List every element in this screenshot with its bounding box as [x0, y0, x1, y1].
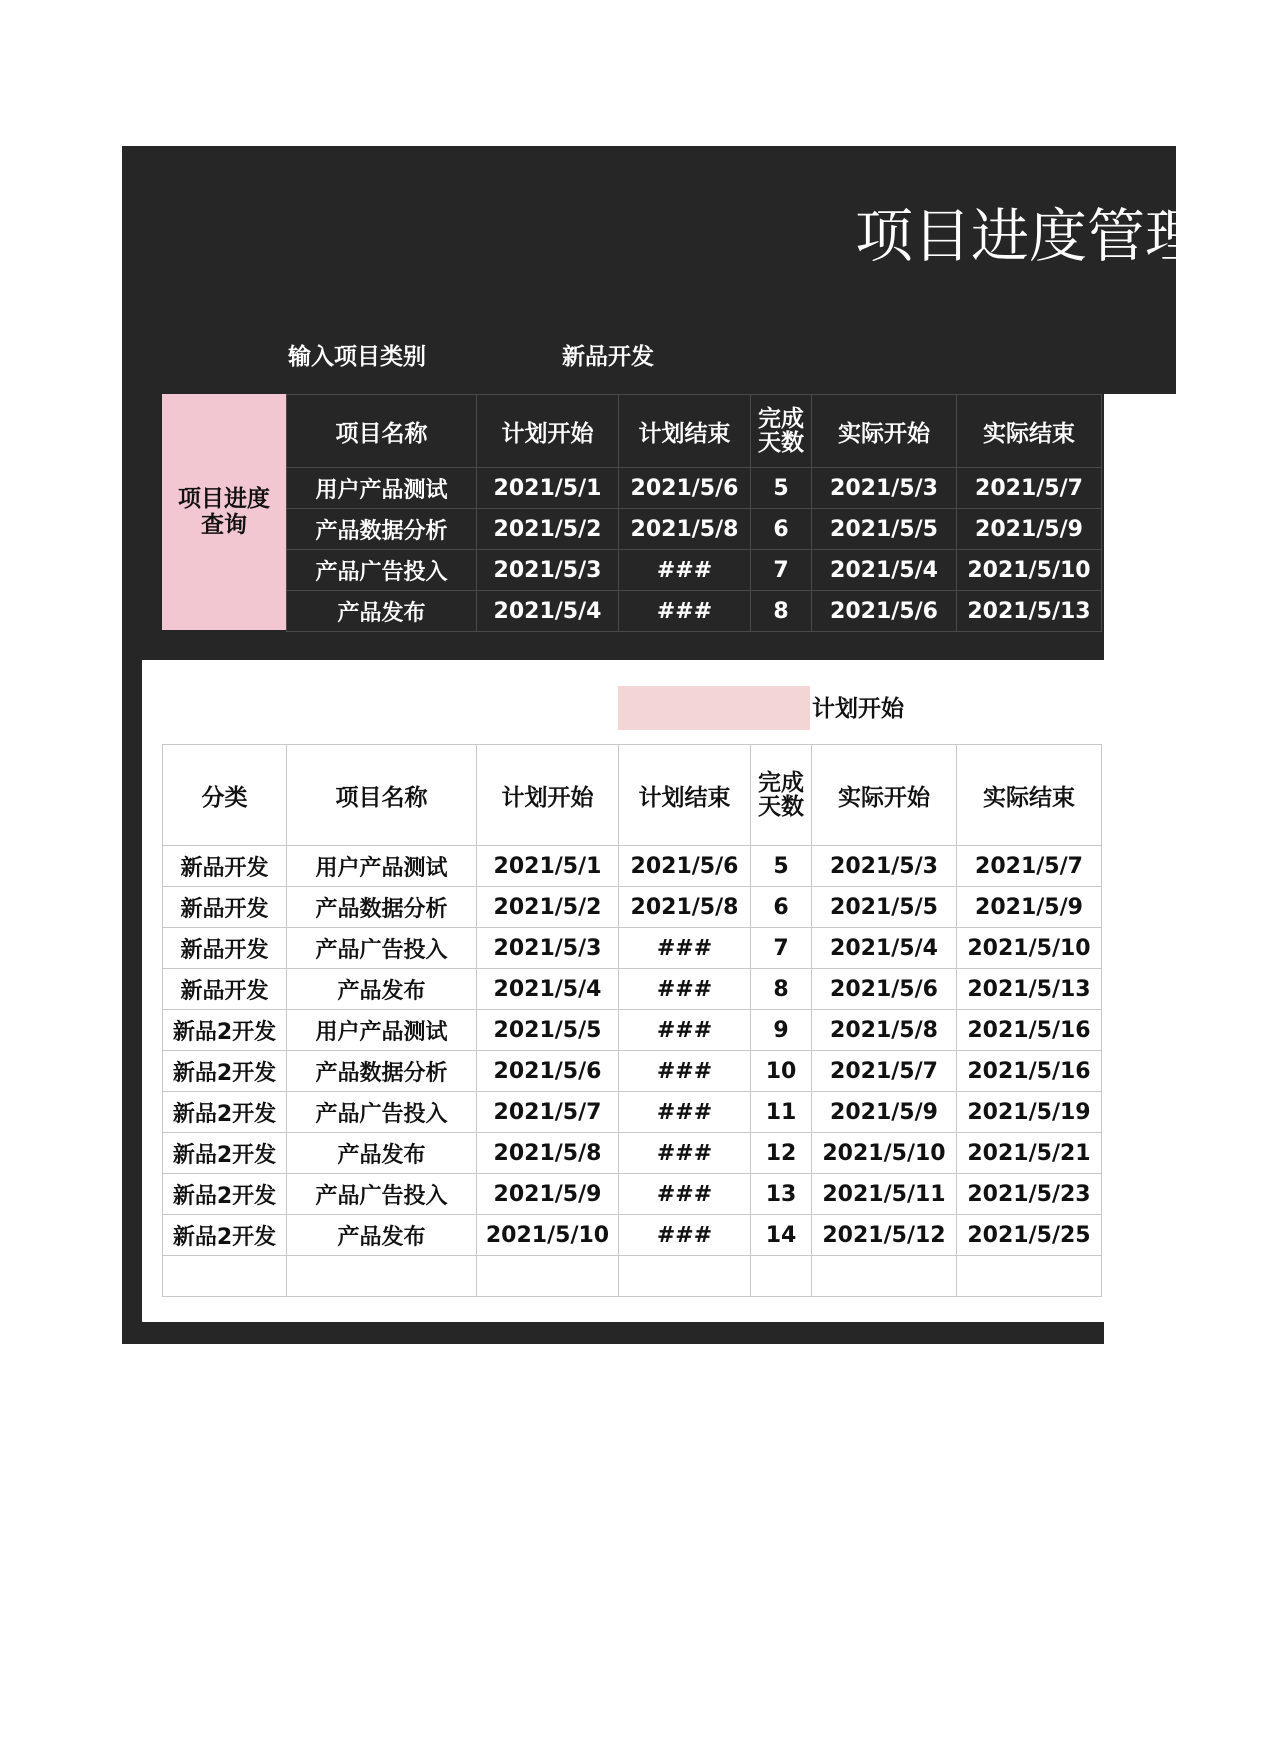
cell-plan-start[interactable]: 2021/5/1 — [477, 468, 619, 509]
cell-category[interactable]: 新品开发 — [163, 846, 287, 887]
cell-name[interactable]: 产品数据分析 — [287, 887, 477, 928]
cell-name[interactable]: 产品发布 — [287, 969, 477, 1010]
cell-plan-start[interactable]: 2021/5/2 — [477, 887, 619, 928]
cell-plan-start[interactable]: 2021/5/3 — [477, 550, 619, 591]
table-row — [163, 1174, 1102, 1215]
col-header-actual-start: 实际开始 — [812, 395, 957, 468]
cell-actual-end[interactable]: 2021/5/13 — [957, 969, 1102, 1010]
cell-days[interactable]: 7 — [751, 928, 812, 969]
table-row — [163, 928, 1102, 969]
cell-plan-start[interactable]: 2021/5/4 — [477, 591, 619, 632]
cell-days[interactable]: 7 — [751, 550, 812, 591]
cell-actual-end[interactable]: 2021/5/7 — [957, 468, 1102, 509]
cell-plan-end[interactable]: ### — [619, 1174, 751, 1215]
table-row — [287, 591, 1102, 632]
cell-actual-start[interactable]: 2021/5/6 — [812, 591, 957, 632]
cell-actual-start[interactable]: 2021/5/5 — [812, 509, 957, 550]
cell-actual-start[interactable]: 2021/5/5 — [812, 887, 957, 928]
cell-actual-start[interactable]: 2021/5/11 — [812, 1174, 957, 1215]
table-row — [163, 887, 1102, 928]
cell-plan-end[interactable]: ### — [619, 928, 751, 969]
cell-actual-start[interactable]: 2021/5/3 — [812, 846, 957, 887]
data-rows — [163, 846, 1102, 1297]
cell-plan-end[interactable]: ### — [619, 1133, 751, 1174]
cell-actual-end[interactable]: 2021/5/19 — [957, 1092, 1102, 1133]
col-header-name: 项目名称 — [287, 745, 477, 846]
data-header-row — [163, 745, 1102, 846]
cell-actual-end[interactable]: 2021/5/10 — [957, 928, 1102, 969]
col-header-name: 项目名称 — [287, 395, 477, 468]
cell-days[interactable]: 5 — [751, 846, 812, 887]
query-section-label — [162, 394, 286, 630]
cell-category[interactable]: 新品2开发 — [163, 1010, 287, 1051]
cell-actual-start[interactable]: 2021/5/6 — [812, 969, 957, 1010]
cell-category[interactable]: 新品2开发 — [163, 1092, 287, 1133]
category-input[interactable]: 新品开发 — [562, 344, 654, 370]
cell-name[interactable]: 产品广告投入 — [287, 550, 477, 591]
cell-plan-end[interactable]: 2021/5/8 — [619, 887, 751, 928]
cell-plan-end[interactable]: ### — [619, 1092, 751, 1133]
page-title: 项目进度管理表 — [855, 202, 1261, 270]
col-header-category: 分类 — [163, 745, 287, 846]
cell-actual-start[interactable]: 2021/5/4 — [812, 928, 957, 969]
cell-name[interactable]: 产品发布 — [287, 1133, 477, 1174]
cell-actual-end[interactable]: 2021/5/13 — [957, 591, 1102, 632]
cell-days[interactable]: 6 — [751, 509, 812, 550]
cell-category[interactable]: 新品2开发 — [163, 1051, 287, 1092]
cell-days[interactable]: 8 — [751, 591, 812, 632]
cell-plan-end[interactable]: ### — [619, 1051, 751, 1092]
col-header-plan-start: 计划开始 — [477, 745, 619, 846]
cell-plan-end[interactable]: 2021/5/8 — [619, 509, 751, 550]
table-row — [287, 550, 1102, 591]
cell-plan-start[interactable]: 2021/5/5 — [477, 1010, 619, 1051]
cell-plan-end[interactable]: 2021/5/6 — [619, 468, 751, 509]
col-header-days: 完成天数 — [751, 395, 812, 468]
cell-name[interactable]: 产品发布 — [287, 591, 477, 632]
cell-plan-start[interactable]: 2021/5/6 — [477, 1051, 619, 1092]
cell-plan-start[interactable]: 2021/5/1 — [477, 846, 619, 887]
table-row — [287, 468, 1102, 509]
cell-actual-end[interactable]: 2021/5/16 — [957, 1051, 1102, 1092]
cell-plan-end[interactable] — [619, 1256, 751, 1297]
query-section-label-text: 项目进度查询 — [178, 486, 270, 538]
cell-plan-end[interactable]: ### — [619, 591, 751, 632]
cell-days[interactable]: 9 — [751, 1010, 812, 1051]
cell-days[interactable]: 10 — [751, 1051, 812, 1092]
cell-actual-start[interactable]: 2021/5/12 — [812, 1215, 957, 1256]
table-row — [163, 969, 1102, 1010]
col-header-actual-start: 实际开始 — [812, 745, 957, 846]
col-header-plan-end: 计划结束 — [619, 395, 751, 468]
cell-name[interactable]: 产品广告投入 — [287, 1174, 477, 1215]
table-row — [163, 1133, 1102, 1174]
cell-category[interactable]: 新品2开发 — [163, 1133, 287, 1174]
cell-name[interactable] — [287, 1256, 477, 1297]
table-row — [163, 1215, 1102, 1256]
cell-name[interactable]: 用户产品测试 — [287, 1010, 477, 1051]
cell-actual-end[interactable]: 2021/5/21 — [957, 1133, 1102, 1174]
cell-actual-start[interactable]: 2021/5/3 — [812, 468, 957, 509]
table-row — [163, 1092, 1102, 1133]
cell-days[interactable]: 12 — [751, 1133, 812, 1174]
cell-days[interactable]: 5 — [751, 468, 812, 509]
cell-category[interactable] — [163, 1256, 287, 1297]
col-header-plan-end: 计划结束 — [619, 745, 751, 846]
query-rows — [287, 468, 1102, 632]
cell-plan-end[interactable]: 2021/5/6 — [619, 846, 751, 887]
cell-days[interactable]: 11 — [751, 1092, 812, 1133]
cell-category[interactable]: 新品开发 — [163, 928, 287, 969]
cell-plan-end[interactable]: ### — [619, 1010, 751, 1051]
cell-plan-end[interactable]: ### — [619, 1215, 751, 1256]
cell-actual-start[interactable]: 2021/5/7 — [812, 1051, 957, 1092]
query-header-row — [287, 395, 1102, 468]
cell-category[interactable]: 新品2开发 — [163, 1174, 287, 1215]
table-row — [163, 1256, 1102, 1297]
cell-actual-start[interactable]: 2021/5/4 — [812, 550, 957, 591]
cell-plan-start[interactable]: 2021/5/4 — [477, 969, 619, 1010]
cell-actual-end[interactable] — [957, 1256, 1102, 1297]
cell-actual-end[interactable]: 2021/5/7 — [957, 846, 1102, 887]
cell-plan-start[interactable]: 2021/5/3 — [477, 928, 619, 969]
cell-plan-start[interactable]: 2021/5/9 — [477, 1174, 619, 1215]
cell-plan-start[interactable]: 2021/5/10 — [477, 1215, 619, 1256]
cell-actual-start[interactable]: 2021/5/9 — [812, 1092, 957, 1133]
cell-days[interactable] — [751, 1256, 812, 1297]
cell-plan-start[interactable] — [477, 1256, 619, 1297]
cell-name[interactable]: 产品数据分析 — [287, 1051, 477, 1092]
cell-days[interactable]: 14 — [751, 1215, 812, 1256]
cell-days[interactable]: 8 — [751, 969, 812, 1010]
table-row — [163, 1051, 1102, 1092]
col-header-days: 完成天数 — [751, 745, 812, 846]
cell-plan-end[interactable]: ### — [619, 550, 751, 591]
col-header-actual-end: 实际结束 — [957, 745, 1102, 846]
table-row — [163, 1010, 1102, 1051]
cell-name[interactable]: 产品广告投入 — [287, 1092, 477, 1133]
filter-input[interactable] — [618, 686, 810, 730]
cell-category[interactable]: 新品开发 — [163, 887, 287, 928]
data-table — [162, 744, 1102, 1297]
category-input-label: 输入项目类别 — [288, 344, 426, 370]
cell-actual-end[interactable]: 2021/5/9 — [957, 509, 1102, 550]
cell-name[interactable]: 产品数据分析 — [287, 509, 477, 550]
cell-plan-start[interactable]: 2021/5/7 — [477, 1092, 619, 1133]
col-header-plan-start: 计划开始 — [477, 395, 619, 468]
cell-days[interactable]: 13 — [751, 1174, 812, 1215]
cell-actual-end[interactable]: 2021/5/25 — [957, 1215, 1102, 1256]
cell-name[interactable]: 用户产品测试 — [287, 468, 477, 509]
cell-actual-end[interactable]: 2021/5/23 — [957, 1174, 1102, 1215]
cell-name[interactable]: 用户产品测试 — [287, 846, 477, 887]
cell-actual-end[interactable]: 2021/5/9 — [957, 887, 1102, 928]
table-row — [163, 846, 1102, 887]
cell-actual-start[interactable]: 2021/5/8 — [812, 1010, 957, 1051]
cell-category[interactable]: 新品开发 — [163, 969, 287, 1010]
cell-actual-end[interactable]: 2021/5/16 — [957, 1010, 1102, 1051]
cell-days[interactable]: 6 — [751, 887, 812, 928]
cell-plan-start[interactable]: 2021/5/8 — [477, 1133, 619, 1174]
cell-actual-end[interactable]: 2021/5/10 — [957, 550, 1102, 591]
cell-plan-start[interactable]: 2021/5/2 — [477, 509, 619, 550]
cell-category[interactable]: 新品2开发 — [163, 1215, 287, 1256]
cell-name[interactable]: 产品发布 — [287, 1215, 477, 1256]
cell-actual-start[interactable]: 2021/5/10 — [812, 1133, 957, 1174]
table-row — [287, 509, 1102, 550]
cell-actual-start[interactable] — [812, 1256, 957, 1297]
cell-name[interactable]: 产品广告投入 — [287, 928, 477, 969]
col-header-actual-end: 实际结束 — [957, 395, 1102, 468]
filter-label: 计划开始 — [812, 696, 904, 722]
query-results-table — [286, 394, 1102, 632]
cell-plan-end[interactable]: ### — [619, 969, 751, 1010]
